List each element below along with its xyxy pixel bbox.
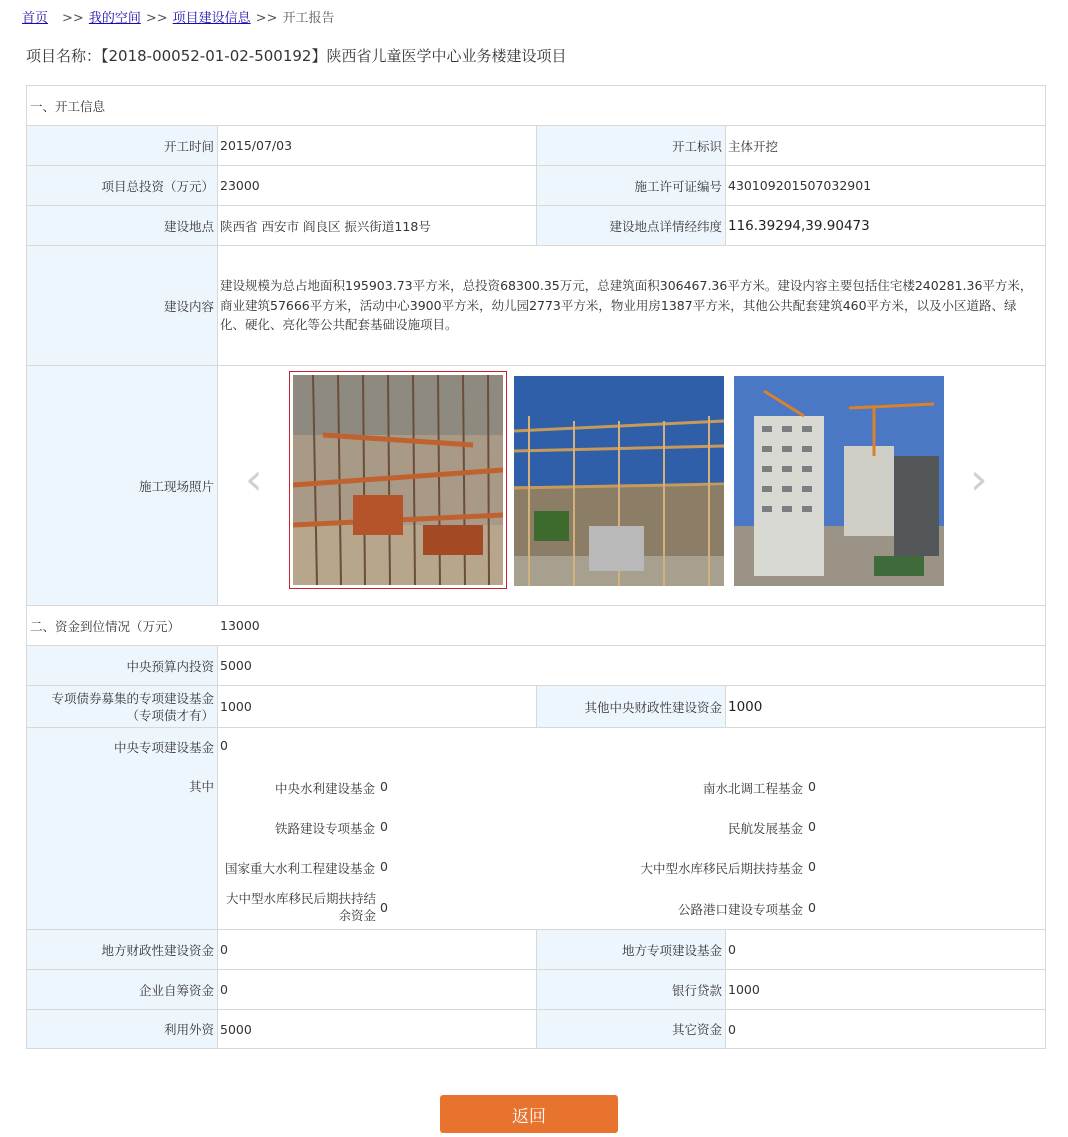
table-row bbox=[27, 646, 1045, 686]
fund-label: 公路港口建设专项基金 bbox=[677, 902, 803, 917]
total-invest-value: 23000 bbox=[218, 166, 537, 205]
total-invest-label: 项目总投资（万元） bbox=[27, 166, 218, 205]
other-funds-value: 0 bbox=[728, 1021, 736, 1037]
photos-label: 施工现场照片 bbox=[27, 366, 218, 605]
central-special-value: 0 bbox=[220, 738, 228, 753]
central-special-label: 中央专项建设基金 bbox=[113, 740, 214, 755]
breadcrumb bbox=[22, 7, 334, 26]
location-value: 陕西省 西安市 阎良区 振兴街道118号 bbox=[218, 206, 537, 245]
content-label: 建设内容 bbox=[27, 246, 218, 365]
fund-label: 民航发展基金 bbox=[727, 821, 803, 836]
foreign-value: 5000 bbox=[218, 1010, 537, 1048]
funding-total-value: 13000 bbox=[220, 618, 260, 633]
table-row bbox=[27, 166, 1045, 206]
breadcrumb-project-info-link[interactable]: 项目建设信息 bbox=[172, 11, 251, 26]
fund-value: 0 bbox=[808, 859, 816, 874]
fund-label: 南水北调工程基金 bbox=[702, 781, 803, 796]
breadcrumb-separator: >> bbox=[62, 11, 84, 26]
central-special-label-cell bbox=[27, 728, 218, 929]
fund-value: 0 bbox=[380, 859, 388, 874]
photo-carousel bbox=[218, 366, 1045, 605]
central-special-cell bbox=[218, 728, 1045, 929]
fund-label: 铁路建设专项基金 bbox=[274, 821, 375, 836]
local-special-label: 地方专项建设基金 bbox=[537, 930, 726, 969]
report-table bbox=[26, 85, 1046, 1049]
table-row bbox=[27, 206, 1045, 246]
frame-structure-photo-image bbox=[514, 376, 724, 586]
self-raised-label: 企业自筹资金 bbox=[27, 970, 218, 1009]
local-special-value: 0 bbox=[728, 942, 736, 957]
bank-loan-value: 1000 bbox=[728, 982, 760, 997]
fund-label: 大中型水库移民后期扶持基金 bbox=[640, 861, 803, 876]
coords-label: 建设地点详情经纬度 bbox=[537, 206, 726, 245]
table-row bbox=[27, 1010, 1045, 1048]
location-label: 建设地点 bbox=[27, 206, 218, 245]
chevron-right-icon[interactable]: › bbox=[970, 454, 988, 505]
fund-value: 0 bbox=[808, 779, 816, 794]
start-mark-value: 主体开挖 bbox=[728, 138, 779, 154]
photo-thumbnail[interactable] bbox=[514, 376, 724, 586]
other-central-value: 1000 bbox=[728, 698, 763, 715]
back-button[interactable]: 返回 bbox=[440, 1095, 618, 1133]
section-header bbox=[27, 86, 1045, 126]
start-mark-label: 开工标识 bbox=[537, 126, 726, 165]
self-raised-value: 0 bbox=[218, 970, 537, 1009]
breadcrumb-current: 开工报告 bbox=[282, 11, 335, 26]
table-row bbox=[27, 728, 1045, 930]
breadcrumb-home-link[interactable]: 首页 bbox=[22, 11, 49, 26]
table-row bbox=[27, 970, 1045, 1010]
fund-value: 0 bbox=[380, 900, 388, 915]
rebar-photo-image bbox=[293, 375, 503, 585]
central-budget-value: 5000 bbox=[220, 658, 252, 673]
fund-value: 0 bbox=[808, 819, 816, 834]
section-header bbox=[27, 606, 1045, 646]
fund-value: 0 bbox=[380, 779, 388, 794]
among-label: 其中 bbox=[188, 779, 214, 794]
fund-label: 大中型水库移民后期扶持结余资金 bbox=[225, 891, 376, 923]
content-value: 建设规模为总占地面积195903.73平方米，总投资68300.35万元，总建筑面积306467.36平方米。建设内容主要包括住宅楼240281.36平方米，商业建筑57666平方米，活动中心3900平方米，幼儿园2773平方米，物业用房1387平方米，其他公共配套建筑460平方米，以及小区道路、绿化、硬化、亮化等公共配套基础设施项目。 bbox=[220, 278, 1033, 332]
bank-loan-label: 银行贷款 bbox=[537, 970, 726, 1009]
fund-label: 国家重大水利工程建设基金 bbox=[224, 861, 375, 876]
coords-value: 116.39294,39.90473 bbox=[728, 217, 870, 234]
other-funds-label: 其它资金 bbox=[537, 1010, 726, 1048]
fund-label: 中央水利建设基金 bbox=[274, 781, 375, 796]
permit-label: 施工许可证编号 bbox=[537, 166, 726, 205]
table-row bbox=[27, 686, 1045, 728]
permit-value: 430109201507032901 bbox=[728, 178, 872, 193]
central-budget-label: 中央预算内投资 bbox=[27, 646, 218, 685]
photo-thumbnail[interactable] bbox=[734, 376, 944, 586]
special-bond-value: 1000 bbox=[218, 686, 537, 727]
breadcrumb-separator: >> bbox=[145, 11, 168, 26]
local-fiscal-value: 0 bbox=[218, 930, 537, 969]
other-central-label: 其他中央财政性建设资金 bbox=[537, 686, 726, 727]
start-time-value: 2015/07/03 bbox=[218, 126, 537, 165]
breadcrumb-separator: >> bbox=[255, 11, 278, 26]
table-row bbox=[27, 366, 1045, 606]
section-title-funding: 二、资金到位情况（万元） bbox=[30, 618, 181, 634]
table-row bbox=[27, 246, 1045, 366]
foreign-label: 利用外资 bbox=[27, 1010, 218, 1048]
local-fiscal-label: 地方财政性建设资金 bbox=[27, 930, 218, 969]
photo-thumbnail[interactable] bbox=[289, 371, 507, 589]
start-time-label: 开工时间 bbox=[27, 126, 218, 165]
residential-towers-photo-image bbox=[734, 376, 944, 586]
fund-value: 0 bbox=[808, 900, 816, 915]
project-title: 项目名称：【2018-00052-01-02-500192】陕西省儿童医学中心业务楼建设项目 bbox=[26, 47, 567, 65]
table-row bbox=[27, 930, 1045, 970]
table-row bbox=[27, 126, 1045, 166]
special-bond-label: 专项债券募集的专项建设基金（专项债才有） bbox=[27, 686, 218, 727]
fund-value: 0 bbox=[380, 819, 388, 834]
section-title-start-info: 一、开工信息 bbox=[30, 98, 106, 114]
breadcrumb-my-space-link[interactable]: 我的空间 bbox=[88, 11, 141, 26]
chevron-left-icon[interactable]: ‹ bbox=[245, 454, 263, 505]
